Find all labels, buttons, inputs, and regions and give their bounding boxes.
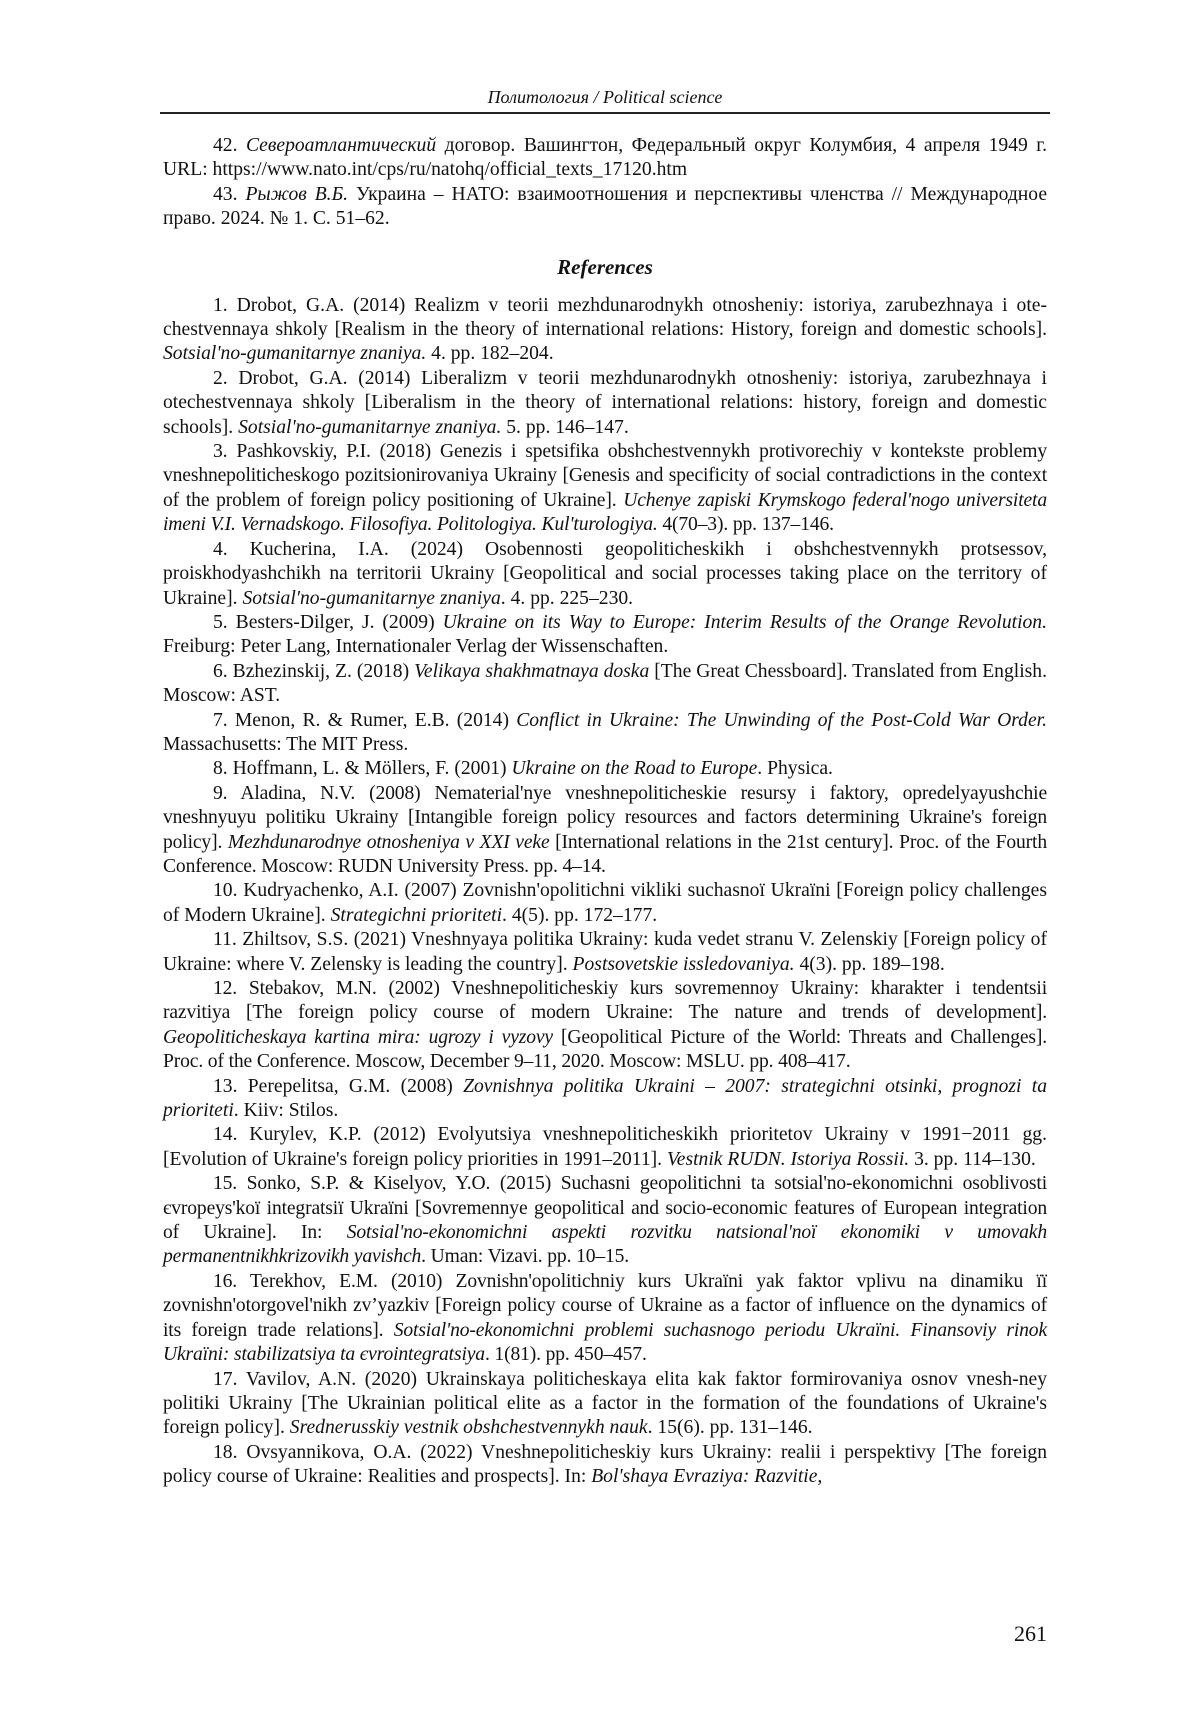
references-heading: References <box>557 254 653 279</box>
reference-entry-7: 7. Menon, R. & Rumer, E.B. (2014) Conflict in Ukraine: The Unwinding of the Post-Cold War Order. Massachusetts: The MIT Press. <box>163 709 1047 755</box>
reference-entry-11: 11. Zhiltsov, S.S. (2021) Vneshnyaya politika Ukrainy: kuda vedet stranu V. Zelenskiy [Foreign policy of Ukraine: where V. Zelensky is leading the country]. Postsovetskie issledovaniya. 4(3). pp. 189–198. <box>163 929 1047 975</box>
reference-entry-14: 14. Kurylev, K.P. (2012) Evolyutsiya vneshnepoliticheskikh prioritetov Ukrainy v 1991−2011 gg. [Evolution of Ukraine's foreign policy priorities in 1991–2011]. Vestnik RUDN. Istoriya Rossii. 3. pp. 114–130. <box>163 1124 1047 1170</box>
reference-entry-16: 16. Terekhov, E.M. (2010) Zovnishn'opolitichniy kurs Ukraїni yak faktor vplivu na dinamiku її zovnishn'otorgovel'nikh zv’yazkiv [Foreign policy course of Ukraine as a factor of influence on the dynamics of its foreign trade relations]. Sotsial'no-ekonomichni problemi suchasnogo periodu Ukraїni. Finansoviy rinok Ukraїni: stabilizatsiya ta єvrointegratsiya. 1(81). pp. 450–457. <box>163 1270 1047 1366</box>
page-number: 261 <box>1014 1621 1047 1646</box>
reference-entry-12: 12. Stebakov, M.N. (2002) Vneshnepoliticheskiy kurs sovremennoy Ukrainy: kharakter i tendentsii razvitiya [The foreign policy course of modern Ukraine: The nature and trends of development]. Geopoliticheskaya kartina mira: ugrozy i vyzovy [Geopolitical Picture of the World: Threats and Challenges]. Proc. of the Conference. Moscow, December 9–11, 2020. Moscow: MSLU. pp. 408–417. <box>163 978 1048 1073</box>
reference-entry-4: 4. Kucherina, I.A. (2024) Osobennosti geopoliticheskikh i obshchestvennykh protsessov, proiskhodyashchikh na territorii Ukrainy [Geopolitical and social processes taking place on the territory of Ukraine]. Sotsial'no-gumanitarnye znaniya. 4. pp. 225–230. <box>163 538 1047 609</box>
references-list <box>163 294 1047 1490</box>
reference-entry-17: 17. Vavilov, A.N. (2020) Ukrainskaya politicheskaya elita kak faktor formirovaniya osnov vnesh-ney politiki Ukrainy [The Ukrainian political elite as a factor in the formation of the foundations of Ukraine's foreign policy]. Srednerusskiy vestnik obshchestvennykh nauk. 15(6). pp. 131–146. <box>163 1368 1047 1439</box>
reference-entry-9: 9. Aladina, N.V. (2008) Nematerial'nye vneshnepoliticheskie resursy i faktory, opredelyayushchie vneshnyuyu politiku Ukrainy [Intangible foreign policy resources and factors determining Ukraine's foreign policy]. Mezhdunarodnye otnosheniya v XXI veke [International relations in the 21st century]. Proc. of the Fourth Conference. Moscow: RUDN University Press. pp. 4–14. <box>163 782 1047 877</box>
bibliography-entry-43: 43. Рыжов В.Б. Украина – НАТО: взаимоотношения и перспективы членства // Международное право. 2024. № 1. С. 51–62. <box>163 183 1048 230</box>
bibliography-tail <box>163 134 1047 232</box>
reference-entry-18: 18. Ovsyannikova, O.A. (2022) Vneshnepoliticheskiy kurs Ukrainy: realii i perspektivy [The foreign policy course of Ukraine: Realities and prospects]. In: Bol'shaya Evraziya: Razvitie, <box>163 1441 1047 1488</box>
reference-entry-5: 5. Besters-Dilger, J. (2009) Ukraine on its Way to Europe: Interim Results of the Orange Revolution. Freiburg: Peter Lang, Internationaler Verlag der Wissenschaften. <box>163 611 1047 658</box>
reference-entry-10: 10. Kudryachenko, A.I. (2007) Zovnishn'opolitichni vikliki suchasnoї Ukraїni [Foreign policy challenges of Modern Ukraine]. Strategichni prioriteti. 4(5). pp. 172–177. <box>163 880 1047 926</box>
reference-entry-1: 1. Drobot, G.A. (2014) Realizm v teorii mezhdunarodnykh otnosheniy: istoriya, zarubezhnaya i ote-chestvennaya shkoly [Realism in the theory of international relations: History, foreign and domestic schools]. Sotsial'no-gumanitarnye znaniya. 4. pp. 182–204. <box>163 294 1047 365</box>
reference-entry-2: 2. Drobot, G.A. (2014) Liberalizm v teorii mezhdunarodnykh otnosheniy: istoriya, zarubezhnaya i otechestvennaya shkoly [Liberalism in the theory of international relations: history, foreign and domestic schools]. Sotsial'no-gumanitarnye znaniya. 5. pp. 146–147. <box>163 367 1047 438</box>
reference-entry-8: 8. Hoffmann, L. & Möllers, F. (2001) Ukraine on the Road to Europe. Physica. <box>213 758 833 780</box>
page-content <box>163 134 1047 1490</box>
reference-entry-13: 13. Perepelitsa, G.M. (2008) Zovnishnya politika Ukraini – 2007: strategichni otsinki, prognozi ta prioriteti. Kiiv: Stilos. <box>163 1075 1047 1122</box>
bibliography-entry-42: 42. Североатлантический договор. Вашингтон, Федеральный округ Колумбия, 4 апреля 1949 г. URL: https://www.nato.int/cps/ru/natohq/official_texts_17120.htm <box>163 135 1047 181</box>
reference-entry-15: 15. Sonko, S.P. & Kiselyov, Y.O. (2015) Suchasni geopolitichni ta sotsial'no-ekonomichni osoblivosti єvropeys'koї integratsiї Ukraїni [Sovremennye geopolitical and socio-economic features of European integration of Ukraine]. In: Sotsial'no-ekonomichni aspekti rozvitku natsional'noї ekonomiki v umovakh permanentnikhkrizovikh yavishch. Uman: Vizavi. pp. 10–15. <box>163 1173 1047 1268</box>
reference-entry-3: 3. Pashkovskiy, P.I. (2018) Genezis i spetsifika obshchestvennykh protivorechiy v kontekste problemy vneshnepoliticheskogo pozitsionirovaniya Ukrainy [Genesis and specificity of social contradictions in the context of the problem of foreign policy positioning of Ukraine]. Uchenye zapiski Krymskogo federal'nogo universiteta imeni V.I. Vernadskogo. Filosofiya. Politologiya. Kul'turologiya. 4(70–3). pp. 137–146. <box>163 441 1047 536</box>
running-header: Политология / Political science <box>487 87 723 107</box>
reference-entry-6: 6. Bzhezinskij, Z. (2018) Velikaya shakhmatnaya doska [The Great Chessboard]. Translated from English. Moscow: AST. <box>163 660 1047 707</box>
header-rule <box>160 112 1050 114</box>
